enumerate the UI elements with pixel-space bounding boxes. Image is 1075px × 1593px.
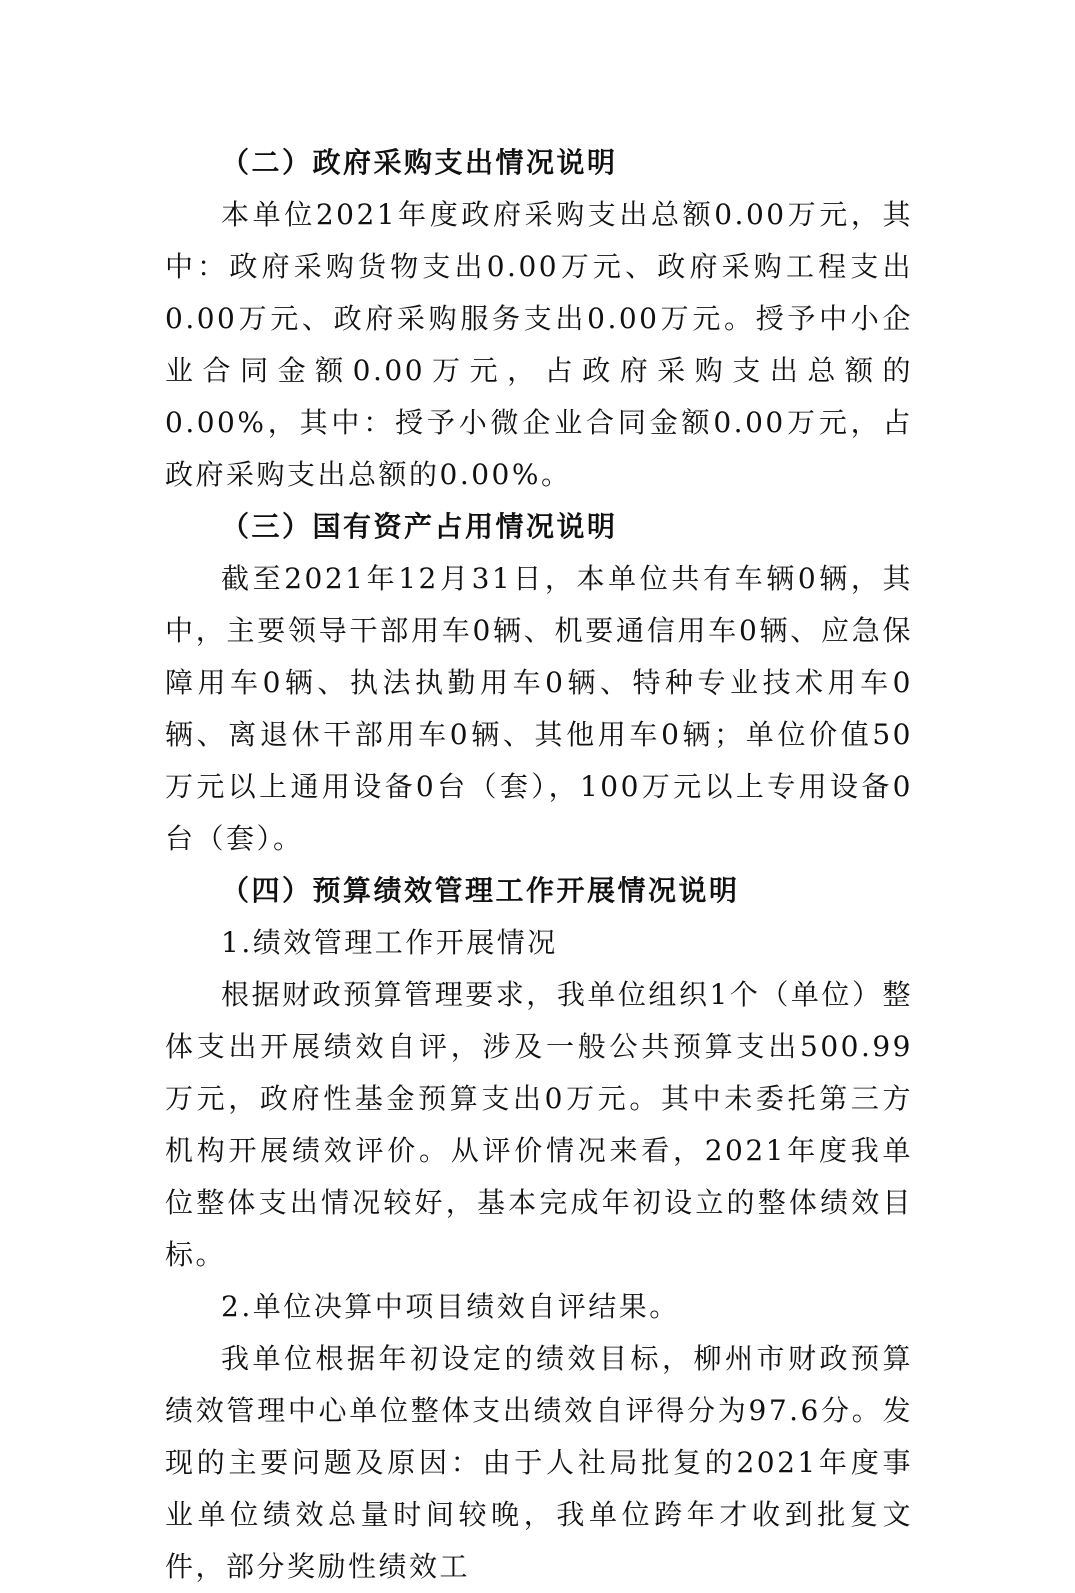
paragraph-state-assets: 截至2021年12月31日，本单位共有车辆0辆，其中，主要领导干部用车0辆、机要通信用车0辆、应急保障用车0辆、执法执勤用车0辆、特种专业技术用车0辆、离退休干部用车0辆、其他用车0辆；单位价值50万元以上通用设备0台（套），100万元以上专用设备0台（套）。 xyxy=(165,562,913,855)
section-heading-state-assets: （三）国有资产占用情况说明 xyxy=(221,510,618,543)
section-heading-government-procurement: （二）政府采购支出情况说明 xyxy=(221,146,618,179)
paragraph-performance-work: 根据财政预算管理要求，我单位组织1个（单位）整体支出开展绩效自评，涉及一般公共预算支出500.99万元，政府性基金预算支出0万元。其中未委托第三方机构开展绩效评价。从评价情况来看，2021年度我单位整体支出情况较好，基本完成年初设立的整体绩效目标。 xyxy=(165,978,913,1271)
document-body xyxy=(165,137,913,1593)
paragraph-government-procurement: 本单位2021年度政府采购支出总额0.00万元，其中：政府采购货物支出0.00万元、政府采购工程支出0.00万元、政府采购服务支出0.00万元。授予中小企业合同金额0.00万元，占政府采购支出总额的0.00%，其中：授予小微企业合同金额0.00万元，占政府采购支出总额的0.00%。 xyxy=(165,198,913,491)
item-title-self-evaluation: 2.单位决算中项目绩效自评结果。 xyxy=(221,1290,680,1323)
section-heading-performance-management: （四）预算绩效管理工作开展情况说明 xyxy=(221,874,740,907)
item-title-performance-work: 1.绩效管理工作开展情况 xyxy=(221,926,558,959)
paragraph-self-evaluation: 我单位根据年初设定的绩效目标，柳州市财政预算绩效管理中心单位整体支出绩效自评得分为97.6分。发现的主要问题及原因：由于人社局批复的2021年度事业单位绩效总量时间较晚，我单位跨年才收到批复文件，部分奖励性绩效工 xyxy=(165,1342,913,1583)
